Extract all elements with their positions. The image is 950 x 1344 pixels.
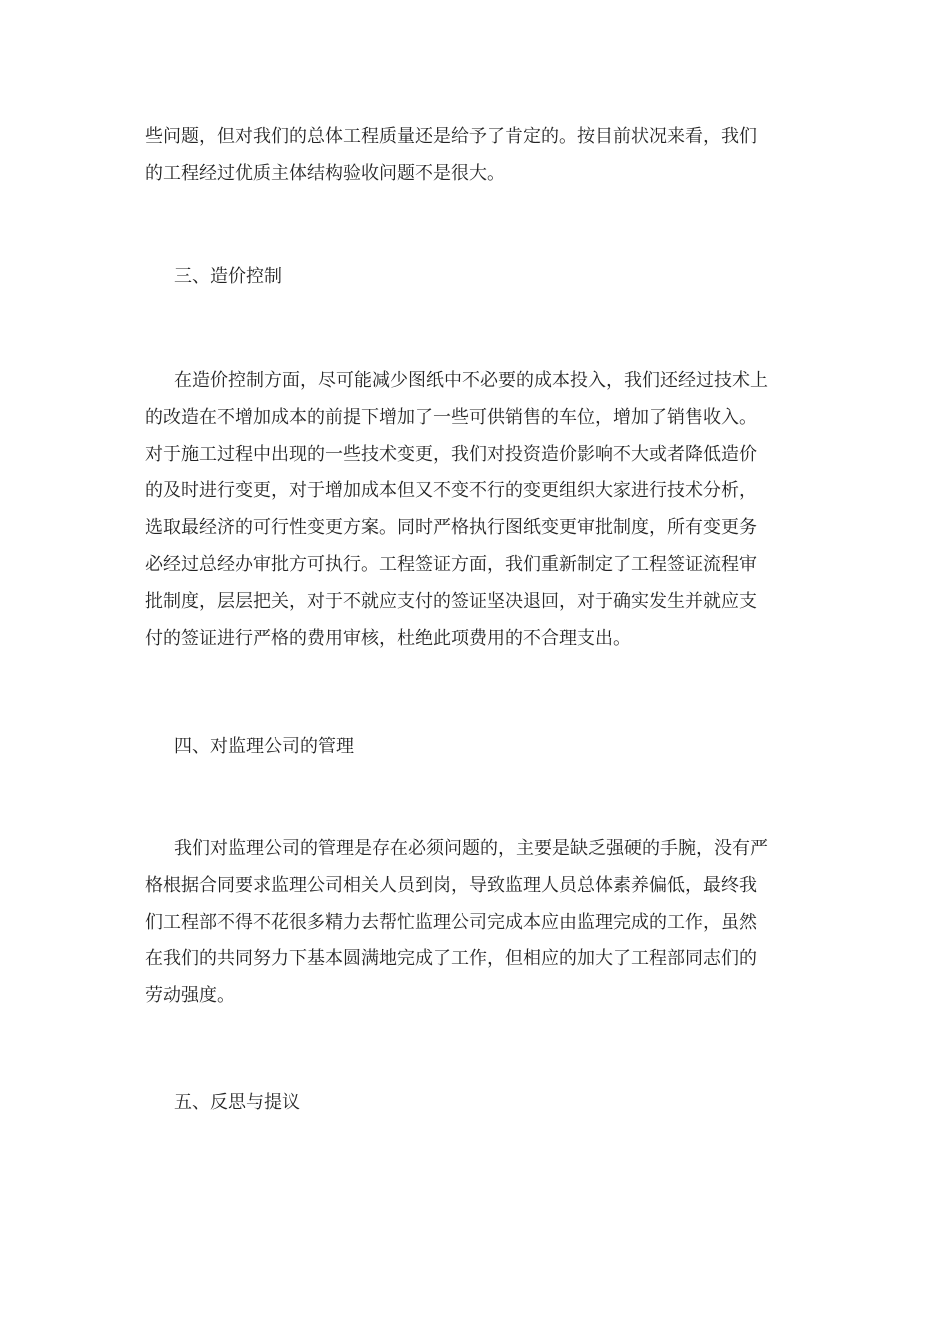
paragraph-line: 在造价控制方面，尽可能减少图纸中不必要的成本投入，我们还经过技术上 bbox=[174, 370, 768, 391]
section-heading-reflection: 五、反思与提议 bbox=[174, 1092, 300, 1113]
paragraph-line: 的工程经过优质主体结构验收问题不是很大。 bbox=[145, 162, 505, 184]
section-heading-cost-control: 三、造价控制 bbox=[174, 266, 282, 287]
paragraph-line: 格根据合同要求监理公司相关人员到岗，导致监理人员总体素养偏低，最终我 bbox=[145, 874, 757, 896]
paragraph-line: 些问题，但对我们的总体工程质量还是给予了肯定的。按目前状况来看，我们 bbox=[145, 126, 757, 147]
paragraph-line: 的及时进行变更，对于增加成本但又不变不行的变更组织大家进行技术分析， bbox=[145, 480, 757, 502]
supervision-paragraph bbox=[145, 831, 805, 1015]
cost-control-paragraph bbox=[145, 363, 805, 657]
paragraph-line: 我们对监理公司的管理是存在必须问题的，主要是缺乏强硬的手腕，没有严 bbox=[174, 838, 768, 859]
paragraph-line: 必经过总经办审批方可执行。工程签证方面，我们重新制定了工程签证流程审 bbox=[145, 553, 757, 575]
paragraph-line: 在我们的共同努力下基本圆满地完成了工作，但相应的加大了工程部同志们的 bbox=[145, 948, 757, 970]
paragraph-line: 劳动强度。 bbox=[145, 985, 235, 1007]
paragraph-line: 付的签证进行严格的费用审核，杜绝此项费用的不合理支出。 bbox=[145, 627, 631, 649]
paragraph-line: 的改造在不增加成本的前提下增加了一些可供销售的车位，增加了销售收入。 bbox=[145, 406, 757, 428]
paragraph-line: 批制度，层层把关，对于不就应支付的签证坚决退回，对于确实发生并就应支 bbox=[145, 590, 757, 612]
section-heading-supervision-management: 四、对监理公司的管理 bbox=[174, 736, 354, 757]
paragraph-line: 选取最经济的可行性变更方案。同时严格执行图纸变更审批制度，所有变更务 bbox=[145, 517, 757, 539]
continuation-paragraph bbox=[145, 119, 805, 193]
paragraph-line: 们工程部不得不花很多精力去帮忙监理公司完成本应由监理完成的工作，虽然 bbox=[145, 911, 757, 933]
paragraph-line: 对于施工过程中出现的一些技术变更，我们对投资造价影响不大或者降低造价 bbox=[145, 443, 757, 465]
